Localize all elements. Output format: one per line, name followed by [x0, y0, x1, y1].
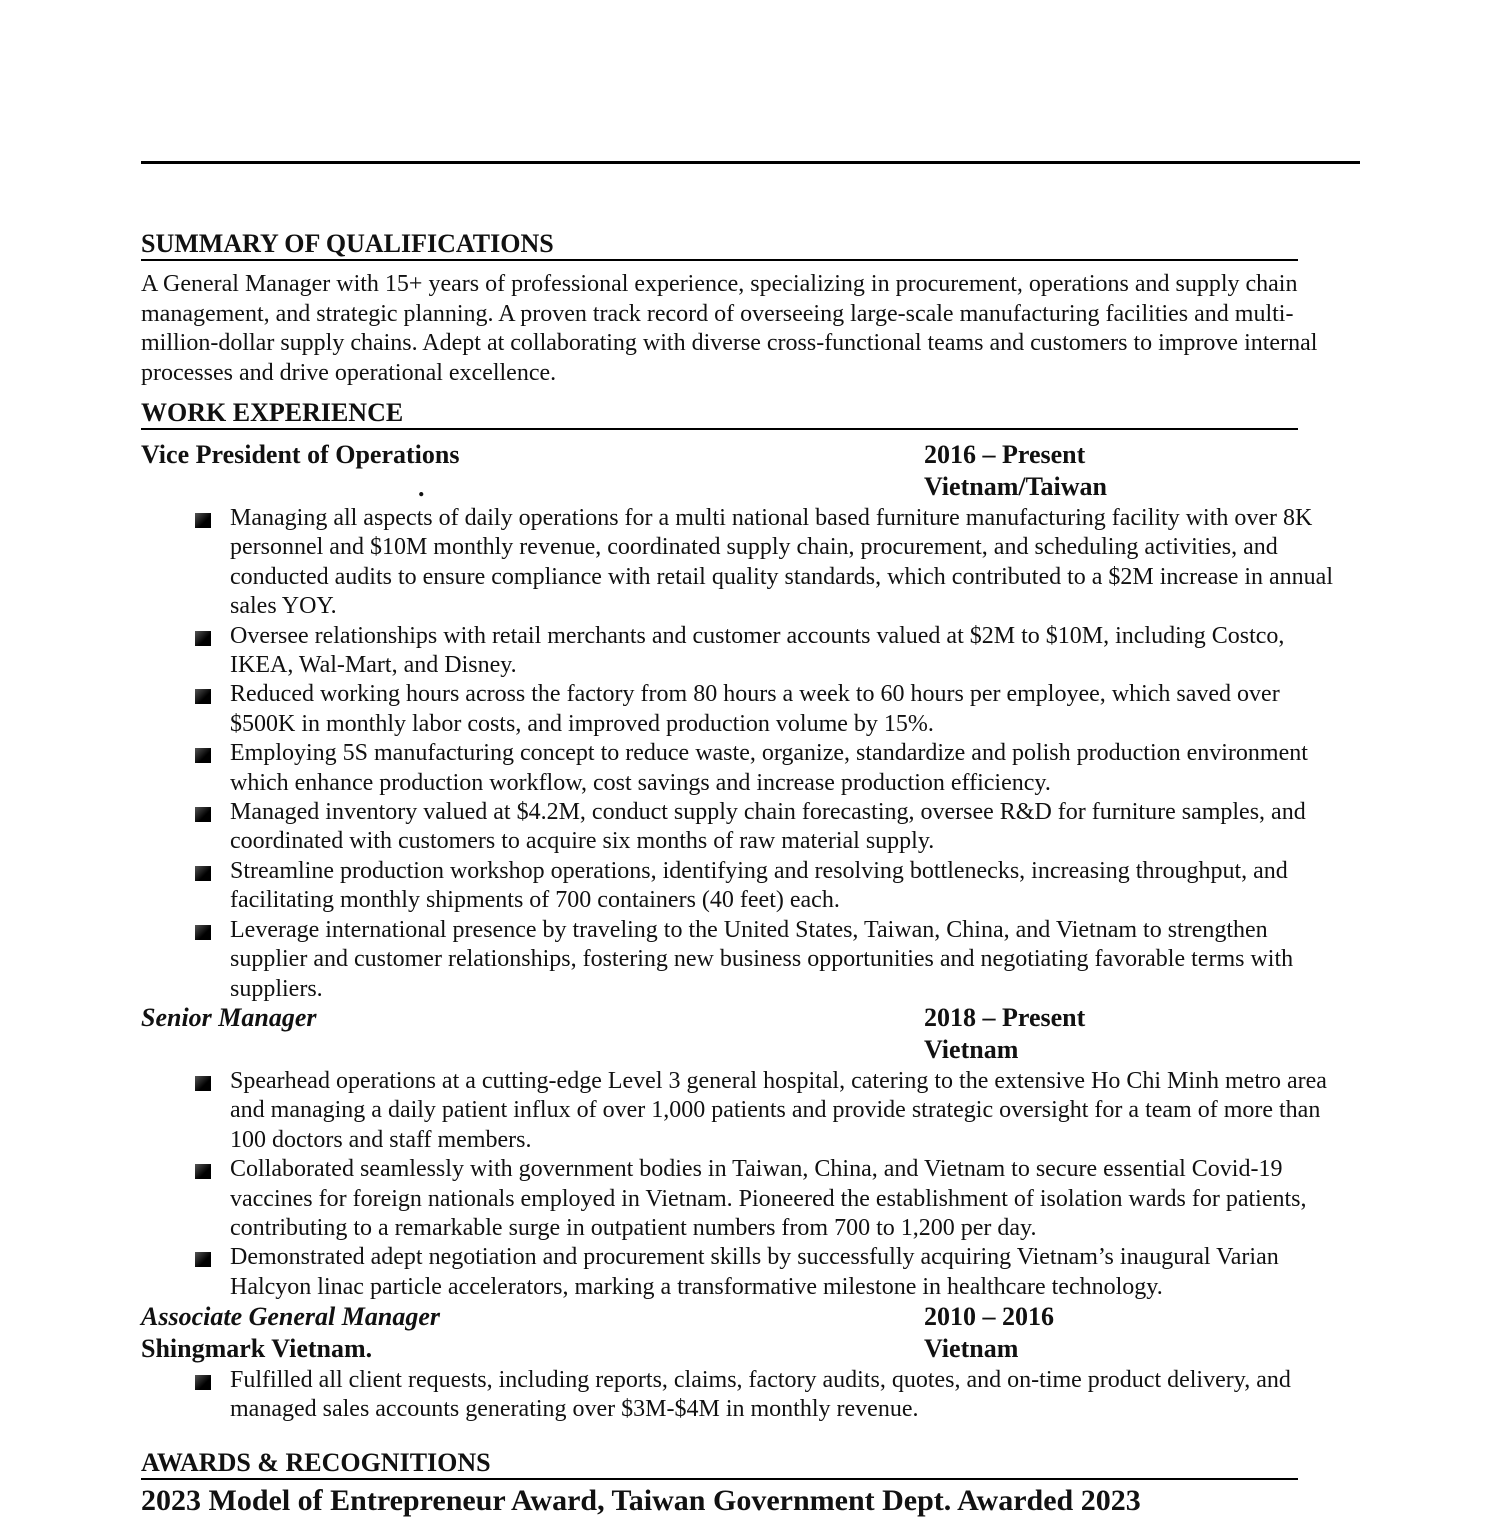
job-location-1: Vietnam/Taiwan — [924, 472, 1107, 501]
list-item: Demonstrated adept negotiation and procurement skills by successfully acquiring Vietnam’s inaugural Varian Halcyon linac particle accelerators, marking a transformative milestone in healthcare technology. — [0, 1243, 1340, 1302]
job-location-3: Vietnam — [924, 1334, 1019, 1363]
square-bullet-icon — [195, 1076, 211, 1091]
awards-first-line: 2023 Model of Entrepreneur Award, Taiwan Government Dept. Awarded 2023 — [141, 1484, 1141, 1517]
list-item: Collaborated seamlessly with government bodies in Taiwan, China, and Vietnam to secure essential Covid-19 vaccines for foreign nationals employed in Vietnam. Pioneered the establishment of isolation wards for patients, contributing to a remarkable surge in outpatient numbers from 700 to 1,200 per day. — [0, 1155, 1340, 1243]
square-bullet-icon — [195, 631, 211, 646]
job-dates-2: 2018 – Present — [924, 1003, 1086, 1032]
job-bullets-3 — [0, 1366, 1340, 1425]
list-item: Reduced working hours across the factory from 80 hours a week to 60 hours per employee, which saved over $500K in monthly labor costs, and improved production volume by 15%. — [0, 680, 1340, 739]
job-dates-1: 2016 – Present — [924, 440, 1086, 469]
square-bullet-icon — [195, 807, 211, 822]
list-item: Managing all aspects of daily operations for a multi national based furniture manufacturing facility with over 8K personnel and $10M monthly revenue, coordinated supply chain, procurement, and scheduling activities, and conducted audits to ensure compliance with retail quality standards, which contributed to a $2M increase in annual sales YOY. — [0, 504, 1340, 622]
list-item: Fulfilled all client requests, including reports, claims, factory audits, quotes, and on-time product delivery, and managed sales accounts generating over $3M-$4M in monthly revenue. — [0, 1366, 1340, 1425]
job-title-1: Vice President of Operations — [141, 440, 460, 469]
job-title-2: Senior Manager — [141, 1003, 317, 1032]
job-title-3: Associate General Manager — [141, 1302, 440, 1331]
job-bullets-2 — [0, 1067, 1340, 1302]
summary-heading: SUMMARY OF QUALIFICATIONS — [141, 229, 1298, 261]
job-company-3: Shingmark Vietnam. — [141, 1334, 373, 1363]
job-company-1: . — [418, 473, 425, 502]
square-bullet-icon — [195, 866, 211, 881]
list-item: Leverage international presence by traveling to the United States, Taiwan, China, and Vietnam to strengthen supplier and customer relationships, fostering new business opportunities and negotiating favorable terms with suppliers. — [0, 916, 1340, 1004]
square-bullet-icon — [195, 1375, 211, 1390]
job-bullets-1 — [0, 504, 1340, 1004]
square-bullet-icon — [195, 689, 211, 704]
list-item: Managed inventory valued at $4.2M, conduct supply chain forecasting, oversee R&D for furniture samples, and coordinated with customers to acquire six months of raw material supply. — [0, 798, 1340, 857]
square-bullet-icon — [195, 1164, 211, 1179]
list-item: Oversee relationships with retail merchants and customer accounts valued at $2M to $10M, including Costco, IKEA, Wal-Mart, and Disney. — [0, 622, 1340, 681]
square-bullet-icon — [195, 925, 211, 940]
list-item: Employing 5S manufacturing concept to reduce waste, organize, standardize and polish production environment which enhance production workflow, cost savings and increase production efficiency. — [0, 739, 1340, 798]
list-item: Spearhead operations at a cutting-edge Level 3 general hospital, catering to the extensive Ho Chi Minh metro area and managing a daily patient influx of over 1,000 patients and provide strategic oversight for a team of more than 100 doctors and staff members. — [0, 1067, 1340, 1155]
summary-text: A General Manager with 15+ years of professional experience, specializing in procurement, operations and supply chain management, and strategic planning. A proven track record of overseeing large-scale manufacturing facilities and multi-million-dollar supply chains. Adept at collaborating with diverse cross-functional teams and customers to improve internal processes and drive operational excellence. — [141, 271, 1318, 386]
job-location-2: Vietnam — [924, 1035, 1019, 1064]
square-bullet-icon — [195, 748, 211, 763]
square-bullet-icon — [195, 513, 211, 528]
job-dates-3: 2010 – 2016 — [924, 1302, 1054, 1331]
work-heading: WORK EXPERIENCE — [141, 398, 1298, 430]
awards-heading: AWARDS & RECOGNITIONS — [141, 1448, 1298, 1480]
square-bullet-icon — [195, 1252, 211, 1267]
list-item: Streamline production workshop operations, identifying and resolving bottlenecks, increasing throughput, and facilitating monthly shipments of 700 containers (40 feet) each. — [0, 857, 1340, 916]
header-rule — [141, 161, 1360, 164]
